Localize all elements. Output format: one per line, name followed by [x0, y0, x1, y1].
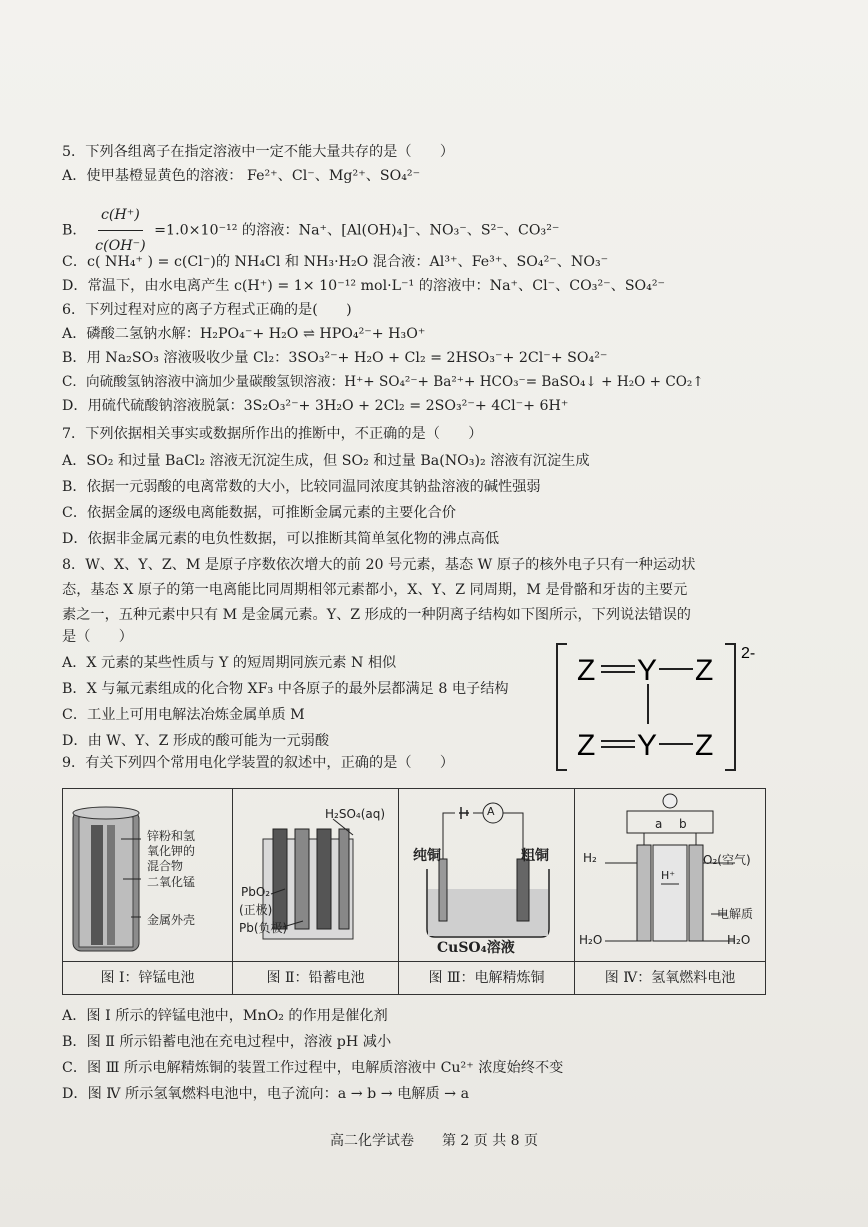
q6-option-b: B．用 Na₂SO₃ 溶液吸收少量 Cl₂：3SO₃²⁻+ H₂O + Cl₂ = 2HSO₃⁻+ 2Cl⁻+ SO₄²⁻	[62, 350, 608, 366]
q5-option-a: A．使甲基橙显黄色的溶液： Fe²⁺、Cl⁻、Mg²⁺、SO₄²⁻	[62, 168, 421, 184]
q7-option-a: A．SO₂ 和过量 BaCl₂ 溶液无沉淀生成，但 SO₂ 和过量 Ba(NO₃)₂ 溶液有沉淀生成	[62, 453, 590, 469]
q8-option-a: A．X 元素的某些性质与 Y 的短周期同族元素 N 相似	[62, 655, 397, 671]
fig4-label-h2: H₂	[583, 851, 597, 865]
fig4-label-o2: O₂(空气)	[703, 853, 751, 867]
fig4-caption: 图 Ⅳ：氢氧燃料电池	[575, 961, 765, 994]
q5-fraction: $\frac{c(H^+)}{c(OH^-)}$	[95, 200, 146, 261]
fig1-label-shell: 金属外壳	[147, 913, 196, 927]
fig4-label-a: a	[655, 817, 663, 831]
q5-stem: 5．下列各组离子在指定溶液中一定不能大量共存的是（ ）	[62, 144, 455, 160]
q9-option-d: D．图 Ⅳ 所示氢氧燃料电池中，电子流向：a → b → 电解质 → a	[62, 1086, 470, 1102]
fig1-label-zinc-mix: 锌粉和氢 氧化钾的 混合物	[147, 829, 196, 873]
svg-text:Y: Y	[637, 729, 658, 762]
svg-text:Z: Z	[695, 729, 714, 762]
fig4-label-electrolyte: 电解质	[717, 907, 754, 921]
svg-text:Z: Z	[695, 654, 714, 687]
q6-option-c: C．向硫酸氢钠溶液中滴加少量碳酸氢钡溶液：H⁺+ SO₄²⁻+ Ba²⁺+ HCO₃⁻= BaSO₄↓ + H₂O + CO₂↑	[62, 374, 704, 390]
fig3-copper-refining	[399, 789, 575, 994]
svg-text:Z: Z	[577, 729, 596, 762]
q5-option-b: B． $\frac{c(H^+)}{c(OH^-)}$ =1.0×10⁻¹² 的溶液：Na⁺、[Al(OH)₄]⁻、NO₃⁻、S²⁻、CO₃²⁻	[62, 200, 828, 261]
fig3-label-solution: CuSO₄溶液	[437, 940, 515, 956]
q8-stem-line4: 是（ ）	[62, 629, 133, 645]
q8-option-b: B．X 与氟元素组成的化合物 XF₃ 中各原子的最外层都满足 8 电子结构	[62, 681, 509, 697]
fig1-caption: 图 Ⅰ：锌锰电池	[63, 961, 232, 994]
fig3-label-crude-copper: 粗铜	[521, 848, 549, 864]
charge-label: 2-	[741, 645, 755, 662]
q8-option-d: D．由 W、Y、Z 形成的酸可能为一元弱酸	[62, 733, 330, 749]
q8-stem-line2: 态，基态 X 原子的第一电离能比同周期相邻元素都小，X、Y、Z 同周期，M 是骨骼和牙齿的主要元	[62, 582, 688, 598]
svg-text:Z: Z	[577, 654, 596, 687]
q9-figure-table	[62, 788, 766, 995]
q8-stem-line3: 素之一，五种元素中只有 M 是金属元素。Y、Z 形成的一种阴离子结构如下图所示，下列说法错误的	[62, 607, 691, 623]
q5-option-c: C．c( NH₄⁺ ) = c(Cl⁻)的 NH₄Cl 和 NH₃·H₂O 混合液：Al³⁺、Fe³⁺、SO₄²⁻、NO₃⁻	[62, 254, 609, 270]
fig1-zinc-manganese-battery	[63, 789, 233, 994]
fig2-lead-acid-battery	[233, 789, 399, 994]
fig4-label-b: b	[679, 817, 687, 831]
fig4-fuel-cell	[575, 789, 765, 994]
fig3-label-pure-copper: 纯铜	[413, 848, 441, 864]
fig4-label-h2o-left: H₂O	[579, 933, 603, 947]
q7-option-d: D．依据非金属元素的电负性数据，可以推断其简单氢化物的沸点高低	[62, 531, 500, 547]
fig2-label-positive: (正极)	[239, 903, 273, 917]
fig2-caption: 图 Ⅱ：铅蓄电池	[233, 961, 398, 994]
fig2-label-pb: Pb(负极)	[239, 921, 288, 935]
q9-option-c: C．图 Ⅲ 所示电解精炼铜的装置工作过程中，电解质溶液中 Cu²⁺ 浓度始终不变	[62, 1060, 564, 1076]
q9-option-b: B．图 Ⅱ 所示铅蓄电池在充电过程中，溶液 pH 减小	[62, 1034, 392, 1050]
q8-stem-line1: 8．W、X、Y、Z、M 是原子序数依次增大的前 20 号元素，基态 W 原子的核外电子只有一种运动状	[62, 557, 696, 573]
q7-option-c: C．依据金属的逐级电离能数据，可推断金属元素的主要化合价	[62, 505, 456, 521]
q9-option-a: A．图 Ⅰ 所示的锌锰电池中，MnO₂ 的作用是催化剂	[62, 1008, 388, 1024]
fig3-caption: 图 Ⅲ：电解精炼铜	[399, 961, 574, 994]
q7-stem: 7．下列依据相关事实或数据所作出的推断中，不正确的是（ ）	[62, 426, 483, 442]
fig4-label-h2o-right: H₂O	[727, 933, 751, 947]
fig3-ammeter-label: A	[487, 805, 495, 818]
page-footer: 高二化学试卷 第 2 页 共 8 页	[329, 1133, 539, 1149]
q6-stem: 6．下列过程对应的离子方程式正确的是( )	[62, 302, 352, 318]
q7-option-b: B．依据一元弱酸的电离常数的大小，比较同温同浓度其钠盐溶液的碱性强弱	[62, 479, 541, 495]
fig2-label-electrolyte: H₂SO₄(aq)	[325, 807, 386, 821]
fig2-label-pbo2: PbO₂	[241, 885, 271, 899]
q9-stem: 9．有关下列四个常用电化学装置的叙述中，正确的是（ ）	[62, 755, 455, 771]
q6-option-a: A．磷酸二氢钠水解：H₂PO₄⁻+ H₂O ⇌ HPO₄²⁻+ H₃O⁺	[62, 326, 426, 342]
svg-text:Y: Y	[637, 654, 658, 687]
fig1-label-mno2: 二氧化锰	[147, 875, 196, 889]
q5-option-d: D．常温下，由水电离产生 c(H⁺) = 1× 10⁻¹² mol·L⁻¹ 的溶液中：Na⁺、Cl⁻、CO₃²⁻、SO₄²⁻	[62, 278, 666, 294]
q8-option-c: C．工业上可用电解法冶炼金属单质 M	[62, 707, 305, 723]
fig4-label-hplus: H⁺	[661, 869, 676, 882]
q6-option-d: D．用硫代硫酸钠溶液脱氯：3S₂O₃²⁻+ 3H₂O + 2Cl₂ = 2SO₃²⁻+ 4Cl⁻+ 6H⁺	[62, 398, 569, 414]
